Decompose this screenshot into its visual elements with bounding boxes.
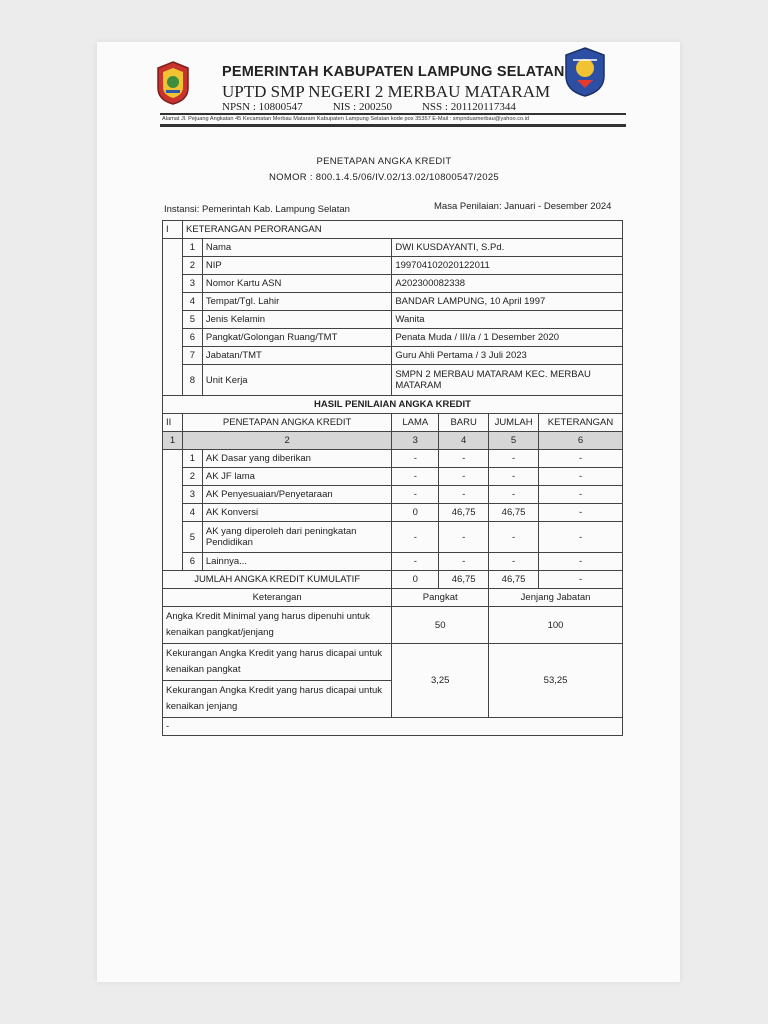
field-value: SMPN 2 MERBAU MATARAM KEC. MERBAU MATARAM: [392, 365, 623, 396]
credit-label: Lainnya...: [202, 553, 391, 571]
row-number: 4: [182, 504, 202, 522]
minimum-label: Angka Kredit Minimal yang harus dipenuhi untuk kenaikan pangkat/jenjang: [163, 607, 392, 644]
col-header-baru: BARU: [439, 414, 489, 432]
personal-row: [163, 257, 623, 275]
school-emblem-icon: [563, 46, 607, 98]
section1-spacer: [163, 239, 183, 396]
row-number: 1: [182, 450, 202, 468]
value-keterangan: -: [539, 553, 623, 571]
letterhead-rule: [160, 113, 626, 115]
credit-row: [163, 522, 623, 553]
personal-row: [163, 239, 623, 257]
value-lama: 0: [392, 504, 439, 522]
footer-note-row: [163, 718, 623, 736]
section3-header-row: [163, 589, 623, 607]
field-label: Jabatan/TMT: [202, 347, 391, 365]
credit-label: AK Penyesuaian/Penyetaraan: [202, 486, 391, 504]
credit-label: AK Konversi: [202, 504, 391, 522]
col-index: 6: [539, 432, 623, 450]
row-number: 6: [182, 329, 202, 347]
col-header-pangkat: Pangkat: [392, 589, 489, 607]
col-header-title: PENETAPAN ANGKA KREDIT: [182, 414, 391, 432]
nss-text: NSS : 201120117344: [421, 101, 516, 113]
col-index: 2: [182, 432, 391, 450]
footer-note: -: [163, 718, 623, 736]
letterhead-school: UPTD SMP NEGERI 2 MERBAU MATARAM: [222, 82, 551, 101]
value-jumlah: -: [489, 450, 539, 468]
credit-row: [163, 504, 623, 522]
col-header-lama: LAMA: [392, 414, 439, 432]
value-baru: 46,75: [439, 504, 489, 522]
section2-spacer: [163, 450, 183, 571]
row-number: 3: [182, 486, 202, 504]
value-lama: -: [392, 486, 439, 504]
value-jumlah: -: [489, 553, 539, 571]
col-index: 3: [392, 432, 439, 450]
col-header-keterangan: KETERANGAN: [539, 414, 623, 432]
shortfall-row: [163, 644, 623, 681]
section1-title: KETERANGAN PERORANGAN: [182, 221, 622, 239]
row-number: 2: [182, 257, 202, 275]
masa-penilaian-text: Masa Penilaian: Januari - Desember 2024: [434, 201, 612, 212]
col-header-jenjang: Jenjang Jabatan: [489, 589, 623, 607]
value-lama: -: [392, 468, 439, 486]
credit-label: AK yang diperoleh dari peningkatan Pendidikan: [202, 522, 391, 553]
value-jumlah: -: [489, 522, 539, 553]
letterhead-address: Alamat Jl. Pejuang Angkatan 45 Kecamatan Merbau Mataram Kabupaten Lampung Selatan kode pos 35357 E-Mail : smpnduamerbau@yahoo.co.id: [162, 116, 530, 122]
field-label: Jenis Kelamin: [202, 311, 391, 329]
value-lama: -: [392, 522, 439, 553]
value-keterangan: -: [539, 504, 623, 522]
minimum-row: [163, 607, 623, 644]
row-number: 8: [182, 365, 202, 396]
field-label: NIP: [202, 257, 391, 275]
row-number: 5: [182, 522, 202, 553]
field-value: BANDAR LAMPUNG, 10 April 1997: [392, 293, 623, 311]
field-value: Penata Muda / III/a / 1 Desember 2020: [392, 329, 623, 347]
value-keterangan: -: [539, 522, 623, 553]
letterhead-ids: [222, 101, 582, 113]
kabupaten-emblem-icon: [154, 60, 192, 106]
personal-row: [163, 347, 623, 365]
credit-row: [163, 486, 623, 504]
row-number: 2: [182, 468, 202, 486]
field-value: Wanita: [392, 311, 623, 329]
letterhead-rule-thick: [160, 124, 626, 127]
value-baru: -: [439, 486, 489, 504]
column-index-row: [163, 432, 623, 450]
document-title: PENETAPAN ANGKA KREDIT: [316, 156, 452, 167]
nis-text: NIS : 200250: [332, 101, 392, 113]
row-number: 6: [182, 553, 202, 571]
shortfall-pangkat-label: Kekurangan Angka Kredit yang harus dicapai untuk kenaikan pangkat: [163, 644, 392, 681]
field-label: Pangkat/Golongan Ruang/TMT: [202, 329, 391, 347]
credit-row: [163, 553, 623, 571]
letterhead-government: PEMERINTAH KABUPATEN LAMPUNG SELATAN: [222, 64, 565, 80]
row-number: 4: [182, 293, 202, 311]
credit-row: [163, 468, 623, 486]
credit-row: [163, 450, 623, 468]
row-number: 5: [182, 311, 202, 329]
total-keterangan: -: [539, 571, 623, 589]
field-label: Nomor Kartu ASN: [202, 275, 391, 293]
section2-heading-row: [163, 396, 623, 414]
shortfall-jenjang: 53,25: [489, 644, 623, 718]
section1-roman: I: [163, 221, 183, 239]
field-label: Nama: [202, 239, 391, 257]
value-jumlah: -: [489, 486, 539, 504]
total-baru: 46,75: [439, 571, 489, 589]
credit-label: AK Dasar yang diberikan: [202, 450, 391, 468]
total-jumlah: 46,75: [489, 571, 539, 589]
minimum-pangkat: 50: [392, 607, 489, 644]
personal-row: [163, 311, 623, 329]
row-number: 1: [182, 239, 202, 257]
value-keterangan: -: [539, 450, 623, 468]
field-value: Guru Ahli Pertama / 3 Juli 2023: [392, 347, 623, 365]
shortfall-pangkat: 3,25: [392, 644, 489, 718]
minimum-jenjang: 100: [489, 607, 623, 644]
field-label: Tempat/Tgl. Lahir: [202, 293, 391, 311]
section2-header-row: [163, 414, 623, 432]
document-number: NOMOR : 800.1.4.5/06/IV.02/13.02/10800547/2025: [269, 172, 499, 183]
field-value: 199704102020122011: [392, 257, 623, 275]
col-header-jumlah: JUMLAH: [489, 414, 539, 432]
total-label: JUMLAH ANGKA KREDIT KUMULATIF: [163, 571, 392, 589]
value-jumlah: 46,75: [489, 504, 539, 522]
field-value: DWI KUSDAYANTI, S.Pd.: [392, 239, 623, 257]
value-lama: -: [392, 553, 439, 571]
credit-total-row: [163, 571, 623, 589]
personal-row: [163, 329, 623, 347]
field-value: A202300082338: [392, 275, 623, 293]
col-index: 4: [439, 432, 489, 450]
section2-heading: HASIL PENILAIAN ANGKA KREDIT: [163, 396, 623, 414]
field-label: Unit Kerja: [202, 365, 391, 396]
total-lama: 0: [392, 571, 439, 589]
value-jumlah: -: [489, 468, 539, 486]
personal-row: [163, 275, 623, 293]
row-number: 3: [182, 275, 202, 293]
section2-roman: II: [163, 414, 183, 432]
credit-label: AK JF lama: [202, 468, 391, 486]
instansi-text: Instansi: Pemerintah Kab. Lampung Selatan: [164, 204, 350, 215]
personal-row: [163, 293, 623, 311]
shortfall-jenjang-label: Kekurangan Angka Kredit yang harus dicapai untuk kenaikan jenjang: [163, 681, 392, 718]
col-header-keterangan: Keterangan: [163, 589, 392, 607]
col-index: 1: [163, 432, 183, 450]
personal-row: [163, 365, 623, 396]
col-index: 5: [489, 432, 539, 450]
credit-table: [162, 220, 623, 736]
npsn-text: NPSN : 10800547: [222, 101, 303, 113]
value-baru: -: [439, 522, 489, 553]
value-lama: -: [392, 450, 439, 468]
value-keterangan: -: [539, 486, 623, 504]
value-baru: -: [439, 450, 489, 468]
value-baru: -: [439, 553, 489, 571]
value-baru: -: [439, 468, 489, 486]
value-keterangan: -: [539, 468, 623, 486]
row-number: 7: [182, 347, 202, 365]
section1-header-row: [163, 221, 623, 239]
